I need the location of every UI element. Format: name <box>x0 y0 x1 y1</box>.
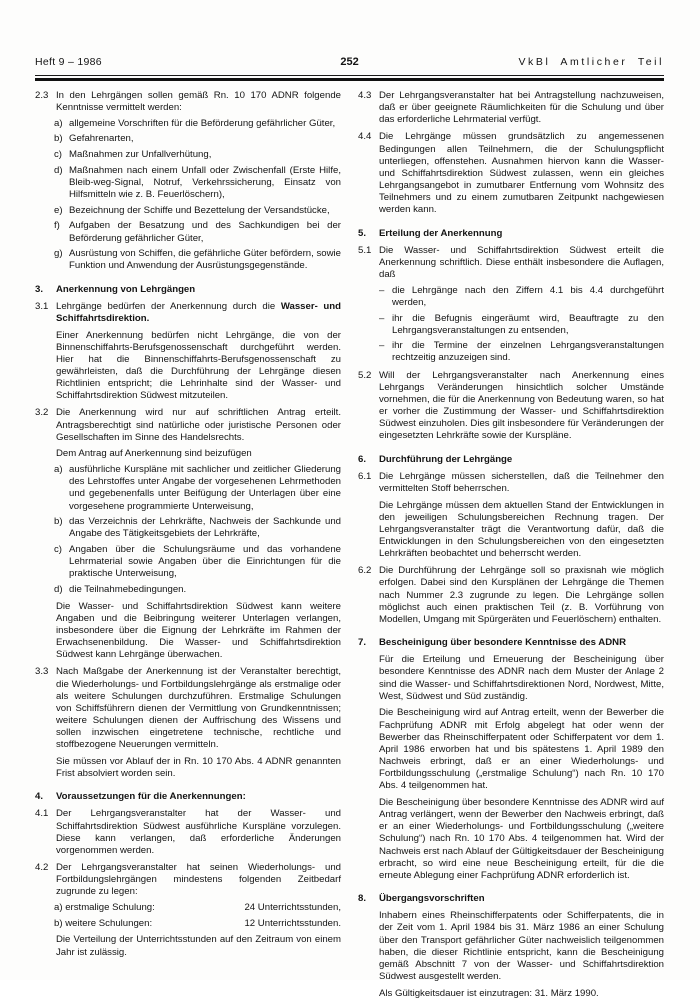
heading-title: Voraussetzungen für die Anerkennungen: <box>56 791 246 803</box>
list-item-label: d) <box>54 164 63 176</box>
heading-number: 8. <box>358 893 367 905</box>
item-number: 5.1 <box>358 244 372 256</box>
dash-list-item <box>379 313 664 337</box>
schedule-value: 12 Unterrichtsstunden. <box>244 917 341 929</box>
header-rule-thick <box>35 78 664 81</box>
dash-marker: – <box>379 340 385 352</box>
item-number: 3.3 <box>35 666 49 678</box>
list-item <box>54 544 341 580</box>
heading-number: 6. <box>358 453 367 465</box>
item-number: 3.2 <box>35 407 49 419</box>
list-item <box>54 118 341 130</box>
list-item-text: Angaben über die Schulungsräume und das vorhandene Lehrmaterial sowie Angaben über die Einrichtungen für die praktische Unterweisung, <box>69 544 341 580</box>
schedule-label: b) weitere Schulungen: <box>54 917 153 929</box>
heading-title: Durchführung der Lehrgänge <box>379 453 513 465</box>
list-item <box>54 248 341 272</box>
section-4-3 <box>358 90 664 126</box>
list-item-text: die Teilnahmebedingungen. <box>69 583 187 595</box>
section-3-1 <box>35 301 341 403</box>
item-text-bold: Wasser- und Schiffahrtsdirektion. <box>56 300 342 324</box>
paragraph: Die Lehrgänge müssen dem aktuellen Stand der Entwicklungen in den jeweiligen Schulungsbereichen Rechnung tragen. Der Lehrgangsveranstalter trägt die Verantwortung dafür, daß die Entwicklungen in den Schulungsbereichen von den eingesetzten Lehrkräften beobachtet und beherrscht werden. <box>379 499 664 560</box>
list-item-text: Ausrüstung von Schiffen, die gefährliche Güter befördern, sowie Funktion und Anwendung der Ausrüstungsgegenstände. <box>69 248 341 272</box>
section-8-body <box>358 910 664 1000</box>
list-item-text: allgemeine Vorschriften für die Beförderung gefährlicher Güter, <box>69 117 336 129</box>
section-4-4 <box>358 131 664 216</box>
heading-title: Anerkennung von Lehrgängen <box>56 283 196 295</box>
dash-marker: – <box>379 312 385 324</box>
paragraph: Sie müssen vor Ablauf der in Rn. 10 170 Abs. 4 ADNR genannten Frist absolviert worden sein. <box>56 756 341 780</box>
list-item-label: a) <box>54 117 63 129</box>
section-3-2 <box>35 407 341 661</box>
schedule-row <box>54 902 341 914</box>
dash-marker: – <box>379 284 385 296</box>
page-header <box>35 56 664 68</box>
item-text: Die Durchführung der Lehrgänge soll so praxisnah wie möglich erfolgen. Dabei sind den Kursplänen der Lehrgänge die Themen nach Nummer 2.3 zugrunde zu legen. Die Lehrgänge sollen möglichst auch einen praktischen Teil (z. B. Vorführung von Modellen, Umgang mit Spürgeräten und Feuerlöschern) enthalten. <box>379 565 664 625</box>
issue-label: Heft 9 – 1986 <box>35 56 102 68</box>
heading-title: Bescheinigung über besondere Kenntnisse des ADNR <box>379 637 626 649</box>
item-number: 4.4 <box>358 131 372 143</box>
schedule-row <box>54 918 341 930</box>
section-3-3 <box>35 666 341 780</box>
item-text: Der Lehrgangsveranstalter hat bei Antragstellung nachzuweisen, daß er über geeignete Räumlichkeiten für die Schulung und über das erforderliche Lehrmaterial verfügt. <box>379 90 664 126</box>
item-number: 3.1 <box>35 300 49 312</box>
list-item-label: e) <box>54 204 63 216</box>
list-item-text: Maßnahmen zur Unfallverhütung, <box>69 149 212 161</box>
schedule-label: a) erstmalige Schulung: <box>54 902 155 914</box>
list-item-text: Maßnahmen nach einem Unfall oder Zwischenfall (Erste Hilfe, Bleib-weg-Signal, Notruf, Verkehrssicherung, Einsatz von Hilfsmitteln wie z. B. Feuerlöschern), <box>69 164 341 201</box>
heading-number: 5. <box>358 227 367 239</box>
list-item <box>54 584 341 596</box>
list-item-label: c) <box>54 544 62 555</box>
list-item-label: a) <box>54 464 63 476</box>
dash-list-item <box>379 285 664 309</box>
section-6-heading <box>358 454 664 466</box>
list-item-text: Aufgaben der Besatzung und des Sachkundigen bei der Beförderung gefährlicher Güter, <box>69 220 341 244</box>
section-2-3 <box>35 90 341 273</box>
item-text: Die Lehrgänge müssen grundsätzlich zu angemessenen Bedingungen allen Teilnehmern, die der Schulungspflicht unterliegen, offenstehen. Ausnahmen hiervon kann die Wasser-und Schiffahrtsdirektion Südwest zulassen, wenn ein gleiches Lehrgangsangebot in zumutbarer Entfernung vom Wohnsitz des Teilnehmers und zu einem zumutbaren Zeitpunkt nachgewiesen werden kann. <box>379 131 664 216</box>
section-5-2 <box>358 370 664 443</box>
list-item-label: b) <box>54 133 63 145</box>
item-number: 6.1 <box>358 470 372 482</box>
heading-number: 7. <box>358 637 367 649</box>
list-item-label: c) <box>54 149 62 161</box>
heading-number: 3. <box>35 283 44 295</box>
schedule-value: 24 Unterrichtsstunden, <box>244 902 341 914</box>
section-7-body <box>358 654 664 882</box>
dash-item-text: ihr die Termine der einzelnen Lehrgangsveranstaltungen rechtzeitig anzuzeigen sind. <box>392 340 664 364</box>
section-6-2 <box>358 565 664 626</box>
page-number: 252 <box>340 56 359 68</box>
paragraph: Für die Erteilung und Erneuerung der Bescheinigung über besondere Kenntnisse des ADNR nach dem Muster der Anlage 2 sind die Wasser- und Schiffahrtsdirektionen Nord, Nordwest, Mitte, West, Südwest und Süd zuständig. <box>379 654 664 702</box>
section-5-1 <box>358 245 664 365</box>
header-rule-thin <box>35 75 664 76</box>
item-text: Der Lehrgangsveranstalter hat der Wasser- und Schiffahrtsdirektion Südwest ausführliche Kurspläne vorzulegen. Diese kann verlangen, daß erforderliche Änderungen vorgenommen werden. <box>56 808 341 856</box>
list-item-text: ausführliche Kurspläne mit sachlicher und zeitlicher Gliederung des Lehrstoffes unter Angabe der vorgesehenen Lehrmethoden und gegebenenfalls unter Beifügung der Unterlagen über eine vorgesehene programmierte Unterweisung, <box>69 464 341 512</box>
list-item-text: Gefahrenarten, <box>69 133 134 145</box>
list-item <box>54 516 341 540</box>
list-item <box>54 149 341 161</box>
section-4-1 <box>35 808 341 857</box>
item-text: Die Lehrgänge müssen sicherstellen, daß die Teilnehmer den vermittelten Stoff beherrschen. <box>379 470 664 494</box>
item-text: Der Lehrgangsveranstalter hat seinen Wiederholungs- und Fortbildungslehrgängen mindestens folgenden Zeitbedarf zugrunde zu legen: <box>56 862 341 898</box>
paragraph: Die Bescheinigung wird auf Antrag erteilt, wenn der Bewerber die Fachprüfung ADNR mit Erfolg abgelegt hat oder wenn der Bewerber das Rheinschifferpatent oder Schifferpatent vor dem 1. April 1986 erworben hat und bis spätestens 1. April 1989 den Nachweis erbringt, daß er an einer Wiederholungs- und Fortbildungsschulung („erstmalige Schulung“) nach Rn. 10 170 Abs. 4 teilgenommen hat. <box>379 707 664 792</box>
item-text: Will der Lehrgangsveranstalter nach Anerkennung eines Lehrgangs Veränderungen hinsichtlich solcher Umstände vornehmen, die für die Anerkennung von Bedeutung waren, so hat er vorher die Zustimmung der Wasser- und Schiffahrtsdirektion Südwest einzuholen. Dies gilt insbesondere für Veränderungen der eingesetzten Lehrkräfte sowie der Kurspläne. <box>379 369 664 442</box>
heading-title: Erteilung der Anerkennung <box>379 227 503 239</box>
list-item <box>54 165 341 201</box>
section-5-heading <box>358 228 664 240</box>
paragraph: Die Bescheinigung über besondere Kenntnisse des ADNR wird auf Antrag verlängert, wenn der Bewerber den Nachweis erbringt, daß er an einer Wiederholungs- und Fortbildungsschulung („weitere Schulung“) nach Rn. 10 170 Abs. 4 teilgenommen hat. Wird der Nachweis erst nach Ablauf der Gültigkeitsdauer der Bescheinigung erbracht, so wird eine neue Bescheinigung erteilt, für die die erneute Ablegung einer Fachprüfung ADNR erforderlich ist. <box>379 796 664 881</box>
item-text: Die Wasser- und Schiffahrtsdirektion Südwest erteilt die Anerkennung schriftlich. Diese enthält insbesondere die Auflagen, daß <box>379 244 664 281</box>
item-text: Nach Maßgabe der Anerkennung ist der Veranstalter berechtigt, die Wiederholungs- und Fortbildungslehrgänge als erstmalige oder als weitere Schulungen durchzuführen. Erstmalige Schulungen von Schiffsführern dienen der Vermittlung von Grundkenntnissen; weitere Schulungen dienen der Auffrischung des Wissens und sollen inzwischen eingetretene technische, rechtliche und stoffbezogene Neuerungen vermitteln. <box>56 666 341 751</box>
right-column <box>358 90 664 999</box>
item-text: Lehrgänge bedürfen der Anerkennung durch die <box>56 300 281 312</box>
item-number: 4.1 <box>35 808 49 820</box>
item-number: 4.2 <box>35 862 49 874</box>
item-number: 6.2 <box>358 565 372 577</box>
text-columns <box>35 90 664 999</box>
list-item <box>54 205 341 217</box>
paragraph: Einer Anerkennung bedürfen nicht Lehrgänge, die von der Binnenschiffahrts-Berufsgenossenschaft durchgeführt werden. Hier hat die Binnenschiffahrts-Berufsgenossenschaft zu gewährleisten, daß die Durchführung der Lehrgänge diesen Richtlinien entspricht; die Lehrinhalte sind der Wasser- und Schiffahrtsdirektion Südwest mitzuteilen. <box>56 329 341 402</box>
list-item-label: f) <box>54 220 60 232</box>
journal-title: VkBl Amtlicher Teil <box>518 56 665 68</box>
dash-item-text: ihr die Befugnis eingeräumt wird, Beauftragte zu den Lehrgangsveranstaltungen zu entsenden, <box>392 312 664 336</box>
heading-number: 4. <box>35 791 44 803</box>
dash-list-item <box>379 340 664 364</box>
list-item-label: g) <box>54 248 63 260</box>
section-3-heading <box>35 284 341 296</box>
left-column <box>35 90 342 958</box>
paragraph: Als Gültigkeitsdauer ist einzutragen: 31. März 1990. <box>379 987 599 999</box>
paragraph: Die Verteilung der Unterrichtsstunden auf den Zeitraum von einem Jahr ist zulässig. <box>56 934 341 958</box>
section-6-1 <box>358 471 664 561</box>
list-item-label: d) <box>54 583 63 595</box>
list-item-text: Bezeichnung der Schiffe und Bezettelung der Versandstücke, <box>69 204 330 216</box>
list-item <box>54 220 341 244</box>
item-text: Die Anerkennung wird nur auf schriftlichen Antrag erteilt. Antragsberechtigt sind natürliche oder juristische Personen oder Gesellschaften im Sinne des Handelsrechts. <box>56 407 341 443</box>
paragraph: Dem Antrag auf Anerkennung sind beizufügen <box>56 448 252 460</box>
item-number: 4.3 <box>358 90 372 101</box>
item-number: 2.3 <box>35 90 49 101</box>
dash-item-text: die Lehrgänge nach den Ziffern 4.1 bis 4.4 durchgeführt werden, <box>392 284 664 308</box>
section-4-heading <box>35 791 341 803</box>
list-item <box>54 133 341 145</box>
paragraph: Die Wasser- und Schiffahrtsdirektion Südwest kann weitere Angaben und die Beibringung weiterer Unterlagen verlangen, insbesondere über die Eignung der Lehrkräfte im Rahmen der Erwachsenenbildung. Die Wasser- und Schiffahrtsdirektion Südwest kann Lehrgänge überwachen. <box>56 600 341 661</box>
item-text: In den Lehrgängen sollen gemäß Rn. 10 170 ADNR folgende Kenntnisse vermittelt werden: <box>56 90 341 114</box>
list-item-text: das Verzeichnis der Lehrkräfte, Nachweis der Sachkunde und Angabe des Tätigkeitsgebiets der Lehrkräfte, <box>69 516 341 540</box>
item-number: 5.2 <box>358 369 372 381</box>
list-item <box>54 464 341 513</box>
section-8-heading <box>358 893 664 905</box>
paragraph: Inhabern eines Rheinschifferpatents oder Schifferpatents, die in der Zeit vom 1. April 1984 bis 31. März 1986 an einer Schulung über den Transport gefährlicher Güter nachweislich teilgenommen haben, die dieser Richtlinie entspricht, kann die Bescheinigung gemäß Abschnitt 7 von der Wasser- und Schiffahrtsdirektion Südwest ausgestellt werden. <box>379 910 664 982</box>
section-7-heading <box>358 637 664 649</box>
section-4-2 <box>35 862 341 959</box>
heading-title: Übergangsvorschriften <box>379 893 485 905</box>
list-item-label: b) <box>54 516 63 528</box>
